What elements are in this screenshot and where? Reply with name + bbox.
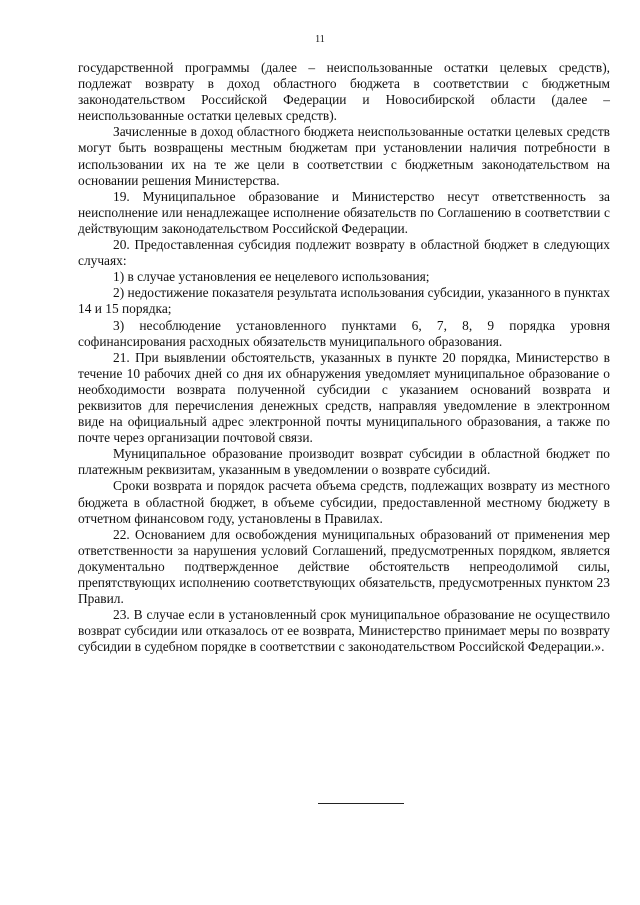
- paragraph-refund-details: Муниципальное образование производит возврат субсидии в областной бюджет по платежным реквизитам, указанным в уведомлении о возврате субсидий.: [78, 446, 610, 478]
- paragraph-clause-19: 19. Муниципальное образование и Министерство несут ответственность за неисполнение или ненадлежащее исполнение обязательств по Соглашению в соответствии с действующим законодательством Российской Федерации.: [78, 188, 610, 236]
- paragraph-returned-funds: Зачисленные в доход областного бюджета неиспользованные остатки целевых средств могут быть возвращены местным бюджетам при установлении наличия потребности в использовании их на те же цели в соответствии с бюджетным законодательством на основании решения Министерства.: [78, 124, 610, 188]
- paragraph-clause-23: 23. В случае если в установленный срок муниципальное образование не осуществило возврат субсидии или отказалось от ее возврата, Министерство принимает меры по возврату субсидии в судебном порядке в соответствии с законодательством Российской Федерации.».: [78, 607, 610, 655]
- paragraph-continuation: государственной программы (далее – неиспользованные остатки целевых средств), подлежат возврату в доход областного бюджета в соответствии с бюджетным законодательством Российской Федерации и Новосибирской области (далее – неиспользованные остатки целевых средств).: [78, 60, 610, 124]
- list-item-1: 1) в случае установления ее нецелевого использования;: [113, 269, 430, 285]
- paragraph-clause-22: 22. Основанием для освобождения муниципальных образований от применения мер ответственности за нарушения условий Соглашений, предусмотренных порядком, является документально подтвержденное действие обстоятельств непреодолимой силы, препятствующих исполнению соответствующих обязательств, предусмотренных пунктом 23 Правил.: [78, 526, 610, 607]
- footer-divider: [318, 803, 404, 804]
- paragraph-refund-terms: Сроки возврата и порядок расчета объема средств, подлежащих возврату из местного бюджета в областной бюджет, в объеме субсидии, предоставленной местному бюджету в отчетном финансовом году, установлены в Правилах.: [78, 478, 610, 526]
- paragraph-clause-21: 21. При выявлении обстоятельств, указанных в пункте 20 порядка, Министерство в течение 10 рабочих дней со дня их обнаружения уведомляет муниципальное образование о необходимости возврата полученной субсидии с указанием оснований возврата и реквизитов для перечисления денежных средств, направляя уведомление в электронном виде на официальный адрес электронной почты муниципального образования, а также по почте через организации почтовой связи.: [78, 349, 610, 446]
- list-item-3: 3) несоблюдение установленного пунктами 6, 7, 8, 9 порядка уровня софинансирования расходных обязательств муниципального образования.: [78, 317, 610, 349]
- paragraph-clause-20: 20. Предоставленная субсидия подлежит возврату в областной бюджет в следующих случаях:: [78, 237, 610, 269]
- page-number: 11: [315, 34, 325, 45]
- list-item-2: 2) недостижение показателя результата использования субсидии, указанного в пунктах 14 и 15 порядка;: [78, 285, 610, 317]
- document-body: [78, 60, 610, 655]
